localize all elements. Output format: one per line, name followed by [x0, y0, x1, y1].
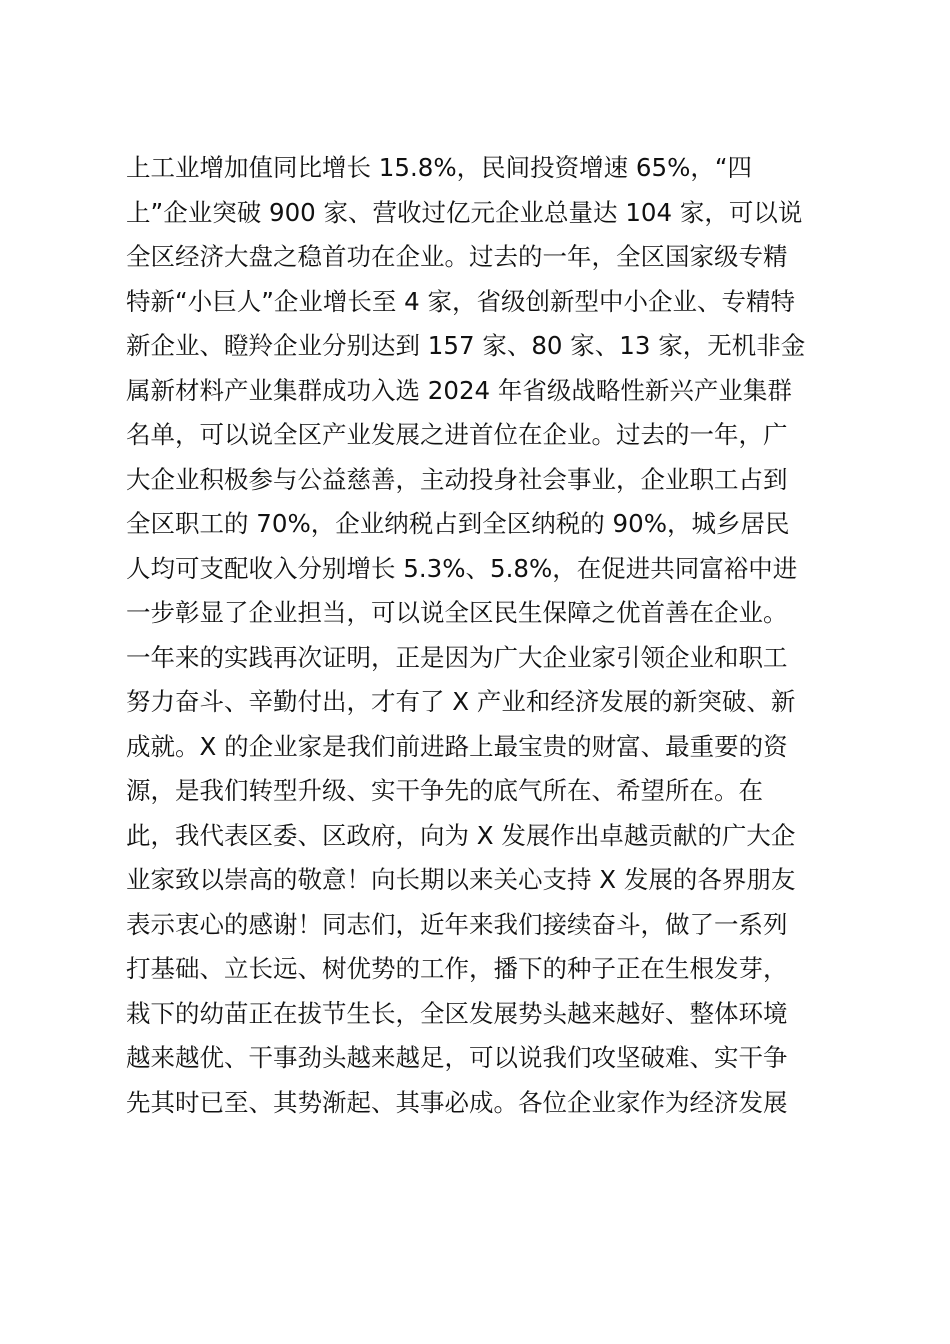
text-line: 上工业增加值同比增长 15.8%，民间投资增速 65%，“四: [126, 153, 753, 182]
text-line: 打基础、立长远、树优势的工作，播下的种子正在生根发芽，: [126, 954, 788, 983]
text-line: 越来越优、干事劲头越来越足，可以说我们攻坚破难、实干争: [126, 1043, 788, 1072]
text-line: 此，我代表区委、区政府，向为 X 发展作出卓越贡献的广大企: [126, 820, 796, 850]
text-line: 特新“小巨人”企业增长至 4 家，省级创新型中小企业、专精特: [126, 286, 796, 316]
text-line: 一步彰显了企业担当，可以说全区民生保障之优首善在企业。: [126, 598, 788, 627]
body-text: [126, 146, 846, 1125]
text-line: 新企业、瞪羚企业分别达到 157 家、80 家、13 家，无机非金: [126, 331, 806, 360]
text-line: 先其时已至、其势渐起、其事必成。各位企业家作为经济发展: [126, 1087, 788, 1117]
text-line: 属新材料产业集群成功入选 2024 年省级战略性新兴产业集群: [126, 375, 792, 405]
text-line: 大企业积极参与公益慈善，主动投身社会事业，企业职工占到: [126, 464, 788, 494]
text-line: 全区职工的 70%，企业纳税占到全区纳税的 90%，城乡居民: [126, 509, 790, 538]
text-line: 成就。X 的企业家是我们前进路上最宝贵的财富、最重要的资: [126, 731, 788, 761]
text-line: 表示衷心的感谢！同志们，近年来我们接续奋斗，做了一系列: [126, 909, 788, 939]
text-line: 一年来的实践再次证明，正是因为广大企业家引领企业和职工: [126, 642, 788, 672]
text-line: 业家致以崇高的敬意！向长期以来关心支持 X 发展的各界朋友: [126, 865, 796, 894]
text-line: 栽下的幼苗正在拔节生长，全区发展势头越来越好、整体环境: [126, 998, 788, 1028]
text-line: 名单，可以说全区产业发展之进首位在企业。过去的一年，广: [126, 420, 788, 449]
text-line: 人均可支配收入分别增长 5.3%、5.8%，在促进共同富裕中进: [126, 553, 798, 583]
text-line: 努力奋斗、辛勤付出，才有了 X 产业和经济发展的新突破、新: [126, 687, 796, 716]
text-line: 上”企业突破 900 家、营收过亿元企业总量达 104 家，可以说: [126, 197, 803, 227]
text-line: 源，是我们转型升级、实干争先的底气所在、希望所在。在: [126, 776, 763, 805]
text-line: 全区经济大盘之稳首功在企业。过去的一年，全区国家级专精: [126, 242, 788, 271]
